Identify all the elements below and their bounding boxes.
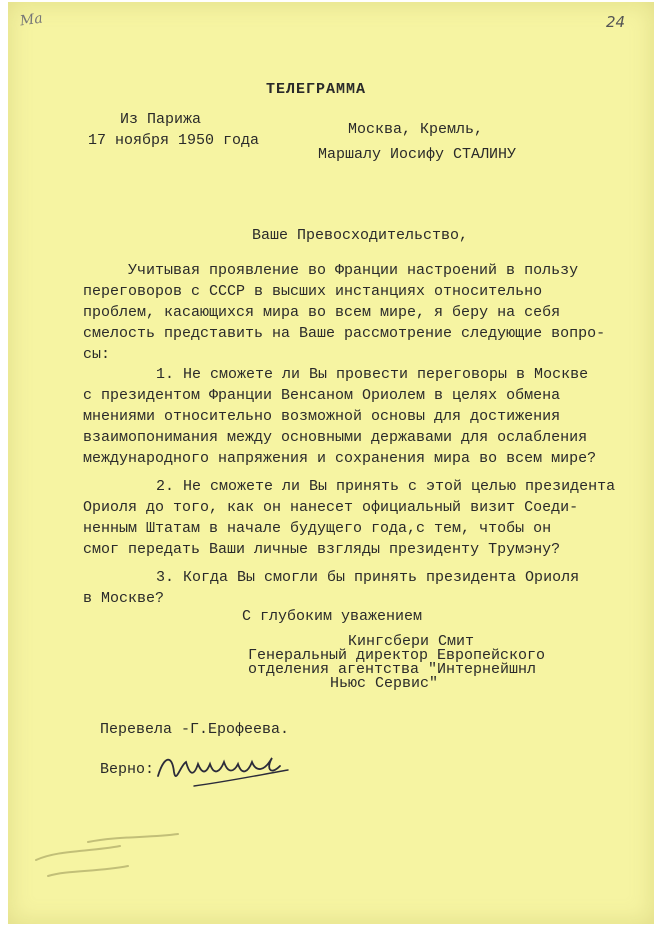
question-3-line: 3. Когда Вы смогли бы принять президента Ориоля bbox=[156, 569, 580, 586]
handwritten-signature bbox=[154, 746, 294, 792]
question-2-line: ненным Штатам в начале будущего года,с тем, чтобы он bbox=[83, 520, 552, 537]
certified-label: Верно: bbox=[100, 761, 155, 778]
signer-name: Кингсбери Смит bbox=[348, 633, 475, 650]
intro-line: переговоров с СССР в высших инстанциях относительно bbox=[83, 283, 543, 300]
question-2-line: 2. Не сможете ли Вы принять с этой целью президента bbox=[156, 478, 616, 495]
closing-phrase: С глубоким уважением bbox=[242, 608, 423, 625]
signer-title: отделения агентства "Интернейшнл bbox=[248, 661, 537, 678]
origin-date: 17 ноября 1950 года bbox=[88, 132, 260, 149]
question-2-line: смог передать Ваши личные взгляды президенту Трумэну? bbox=[83, 541, 561, 558]
question-2-line: Ориоля до того, как он нанесет официальный визит Соеди- bbox=[83, 499, 579, 516]
page-number: 24 bbox=[606, 13, 626, 31]
salutation: Ваше Превосходительство, bbox=[252, 227, 469, 244]
signer-title: Ньюс Сервис" bbox=[330, 675, 439, 692]
question-1-line: международного напряжения и сохранения мира во всем мире? bbox=[83, 450, 597, 467]
question-1-line: взаимопонимания между основными державами для ослабления bbox=[83, 429, 588, 446]
address-place: Москва, Кремль, bbox=[348, 121, 484, 138]
corner-note: Ма bbox=[18, 10, 44, 30]
document-page bbox=[8, 2, 654, 924]
question-1-line: мнениями относительно возможной основы для достижения bbox=[83, 408, 561, 425]
intro-line: проблем, касающихся мира во всем мире, я беру на себя bbox=[83, 304, 561, 321]
intro-line: сы: bbox=[83, 346, 111, 363]
signer-title: Генеральный директор Европейского bbox=[248, 647, 546, 664]
translator-note: Перевела -Г.Ерофеева. bbox=[100, 721, 290, 738]
question-3-line: в Москве? bbox=[83, 590, 165, 607]
intro-line: смелость представить на Ваше рассмотрение следующие вопро- bbox=[83, 325, 606, 342]
intro-line: Учитывая проявление во Франции настроений в пользу bbox=[128, 262, 579, 279]
faint-stamp-marks bbox=[28, 830, 188, 900]
question-1-line: с президентом Франции Венсаном Ориолем в целях обмена bbox=[83, 387, 561, 404]
document-title: ТЕЛЕГРАММА bbox=[266, 81, 367, 98]
origin-city: Из Парижа bbox=[120, 111, 202, 128]
question-1-line: 1. Не сможете ли Вы провести переговоры в Москве bbox=[156, 366, 589, 383]
address-recipient: Маршалу Иосифу СТАЛИНУ bbox=[318, 146, 517, 163]
